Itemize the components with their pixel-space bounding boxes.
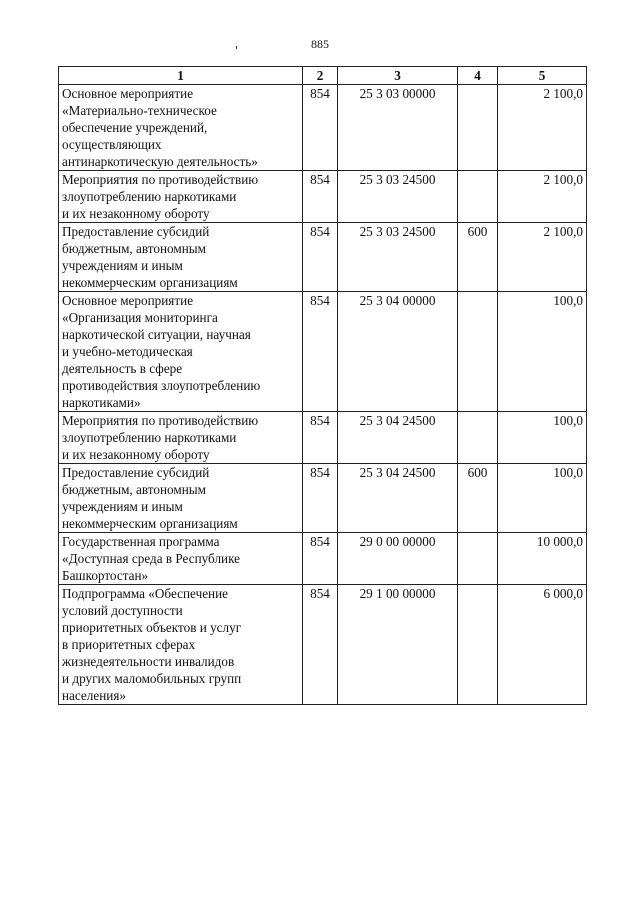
cell-ved: 854 <box>303 85 338 171</box>
name-line: Основное мероприятие <box>62 293 194 308</box>
table-row-3 <box>59 223 587 292</box>
name-line: Мероприятия по противодействию <box>62 413 259 428</box>
cell-sum: 100,0 <box>498 412 587 464</box>
cell-vr <box>458 171 498 223</box>
cell-vr <box>458 533 498 585</box>
name-line: Государственная программа <box>62 534 220 549</box>
cell-csr: 25 3 03 24500 <box>338 171 458 223</box>
cell-sum: 10 000,0 <box>498 533 587 585</box>
name-line: наркотиками» <box>62 395 141 410</box>
name-line: Мероприятия по противодействию <box>62 172 259 187</box>
cell-csr: 29 1 00 00000 <box>338 585 458 705</box>
name-line: злоупотреблению наркотиками <box>62 189 237 204</box>
name-line: бюджетным, автономным <box>62 482 206 497</box>
table-row-1 <box>59 85 587 171</box>
cell-vr <box>458 585 498 705</box>
cell-csr: 25 3 03 24500 <box>338 223 458 292</box>
name-line: «Организация мониторинга <box>62 310 218 325</box>
name-line: приоритетных объектов и услуг <box>62 620 242 635</box>
name-line: Башкортостан» <box>62 568 149 583</box>
cell-name <box>59 171 303 223</box>
cell-ved: 854 <box>303 171 338 223</box>
cell-sum: 2 100,0 <box>498 223 587 292</box>
table-row-6 <box>59 464 587 533</box>
name-line: наркотической ситуации, научная <box>62 327 251 342</box>
table-row-2 <box>59 171 587 223</box>
name-line: Предоставление субсидий <box>62 224 210 239</box>
cell-vr <box>458 412 498 464</box>
name-line: в приоритетных сферах <box>62 637 196 652</box>
name-line: «Материально-техническое <box>62 103 217 118</box>
header-col-5: 5 <box>498 67 587 85</box>
cell-csr: 25 3 04 24500 <box>338 412 458 464</box>
cell-name <box>59 292 303 412</box>
scan-speck <box>236 46 237 49</box>
name-line: населения» <box>62 688 126 703</box>
name-line: деятельность в сфере <box>62 361 183 376</box>
table-row-5 <box>59 412 587 464</box>
cell-name <box>59 85 303 171</box>
cell-csr: 25 3 04 00000 <box>338 292 458 412</box>
table-row-4 <box>59 292 587 412</box>
name-line: некоммерческим организациям <box>62 275 238 290</box>
cell-ved: 854 <box>303 533 338 585</box>
name-line: учреждениям и иным <box>62 499 183 514</box>
cell-sum: 2 100,0 <box>498 85 587 171</box>
table-header <box>59 67 587 85</box>
name-line: Подпрограмма «Обеспечение <box>62 586 229 601</box>
table-row-8 <box>59 585 587 705</box>
cell-csr: 29 0 00 00000 <box>338 533 458 585</box>
cell-ved: 854 <box>303 292 338 412</box>
name-line: противодействия злоупотреблению <box>62 378 261 393</box>
name-line: и учебно-методическая <box>62 344 193 359</box>
name-line: некоммерческим организациям <box>62 516 238 531</box>
name-line: бюджетным, автономным <box>62 241 206 256</box>
cell-csr: 25 3 04 24500 <box>338 464 458 533</box>
cell-name <box>59 223 303 292</box>
cell-vr <box>458 85 498 171</box>
cell-ved: 854 <box>303 585 338 705</box>
name-line: обеспечение учреждений, <box>62 120 208 135</box>
name-line: и их незаконному обороту <box>62 447 210 462</box>
name-line: «Доступная среда в Республике <box>62 551 241 566</box>
cell-sum: 6 000,0 <box>498 585 587 705</box>
cell-vr <box>458 292 498 412</box>
table-row-7 <box>59 533 587 585</box>
cell-name <box>59 533 303 585</box>
table-body <box>59 85 587 705</box>
name-line: жизнедеятельности инвалидов <box>62 654 235 669</box>
name-line: и их незаконному обороту <box>62 206 210 221</box>
page-number: 885 <box>311 37 329 51</box>
cell-ved: 854 <box>303 464 338 533</box>
name-line: Предоставление субсидий <box>62 465 210 480</box>
header-col-4: 4 <box>458 67 498 85</box>
cell-name <box>59 412 303 464</box>
header-col-1: 1 <box>59 67 303 85</box>
cell-vr: 600 <box>458 223 498 292</box>
cell-sum: 100,0 <box>498 292 587 412</box>
cell-csr: 25 3 03 00000 <box>338 85 458 171</box>
name-line: учреждениям и иным <box>62 258 183 273</box>
header-row <box>59 67 587 85</box>
name-line: антинаркотическую деятельность» <box>62 154 258 169</box>
cell-sum: 100,0 <box>498 464 587 533</box>
name-line: злоупотреблению наркотиками <box>62 430 237 445</box>
cell-ved: 854 <box>303 412 338 464</box>
cell-name <box>59 464 303 533</box>
cell-vr: 600 <box>458 464 498 533</box>
name-line: осуществляющих <box>62 137 162 152</box>
name-line: условий доступности <box>62 603 183 618</box>
header-col-2: 2 <box>303 67 338 85</box>
header-col-3: 3 <box>338 67 458 85</box>
cell-sum: 2 100,0 <box>498 171 587 223</box>
cell-ved: 854 <box>303 223 338 292</box>
name-line: и других маломобильных групп <box>62 671 242 686</box>
cell-name <box>59 585 303 705</box>
name-line: Основное мероприятие <box>62 86 194 101</box>
budget-table <box>58 66 587 705</box>
